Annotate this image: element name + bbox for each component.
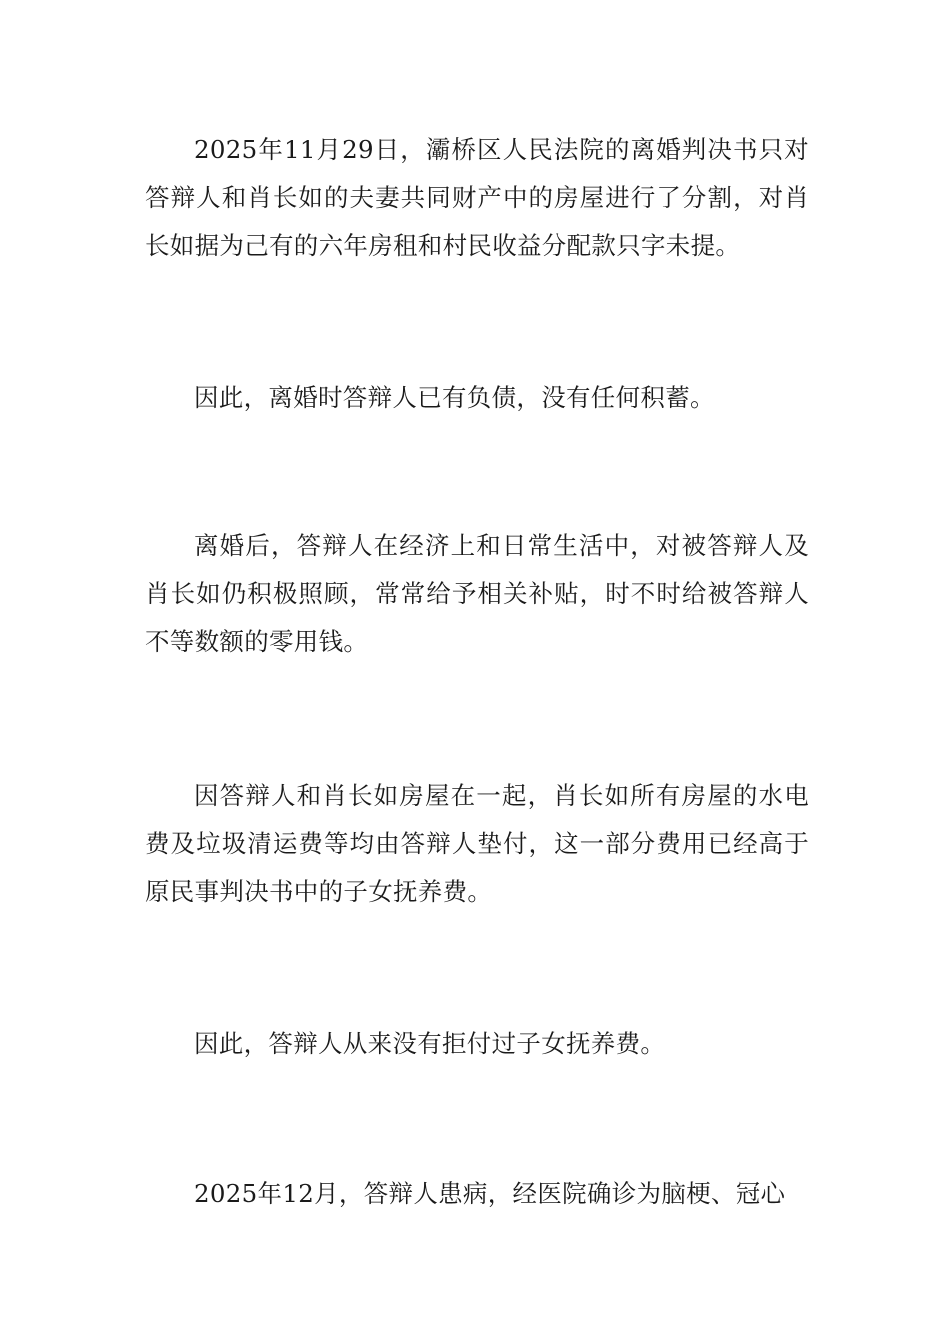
paragraph-5: 因此，答辩人从来没有拒付过子女抚养费。 xyxy=(194,1029,666,1058)
paragraph-3: 离婚后，答辩人在经济上和日常生活中，对被答辩人及肖长如仍积极照顾，常常给予相关补贴，时不时给被答辩人不等数额的零用钱。 xyxy=(145,531,809,656)
paragraph-4: 因答辩人和肖长如房屋在一起，肖长如所有房屋的水电费及垃圾清运费等均由答辩人垫付，这一部分费用已经高于原民事判决书中的子女抚养费。 xyxy=(145,781,809,906)
paragraph-2: 因此，离婚时答辩人已有负债，没有任何积蓄。 xyxy=(194,383,715,412)
paragraph-6: 2025年12月，答辩人患病，经医院确诊为脑梗、冠心 xyxy=(194,1179,786,1208)
paragraph-1: 2025年11月29日，灞桥区人民法院的离婚判决书只对答辩人和肖长如的夫妻共同财产中的房屋进行了分割，对肖长如据为己有的六年房租和村民收益分配款只字未提。 xyxy=(145,135,809,260)
